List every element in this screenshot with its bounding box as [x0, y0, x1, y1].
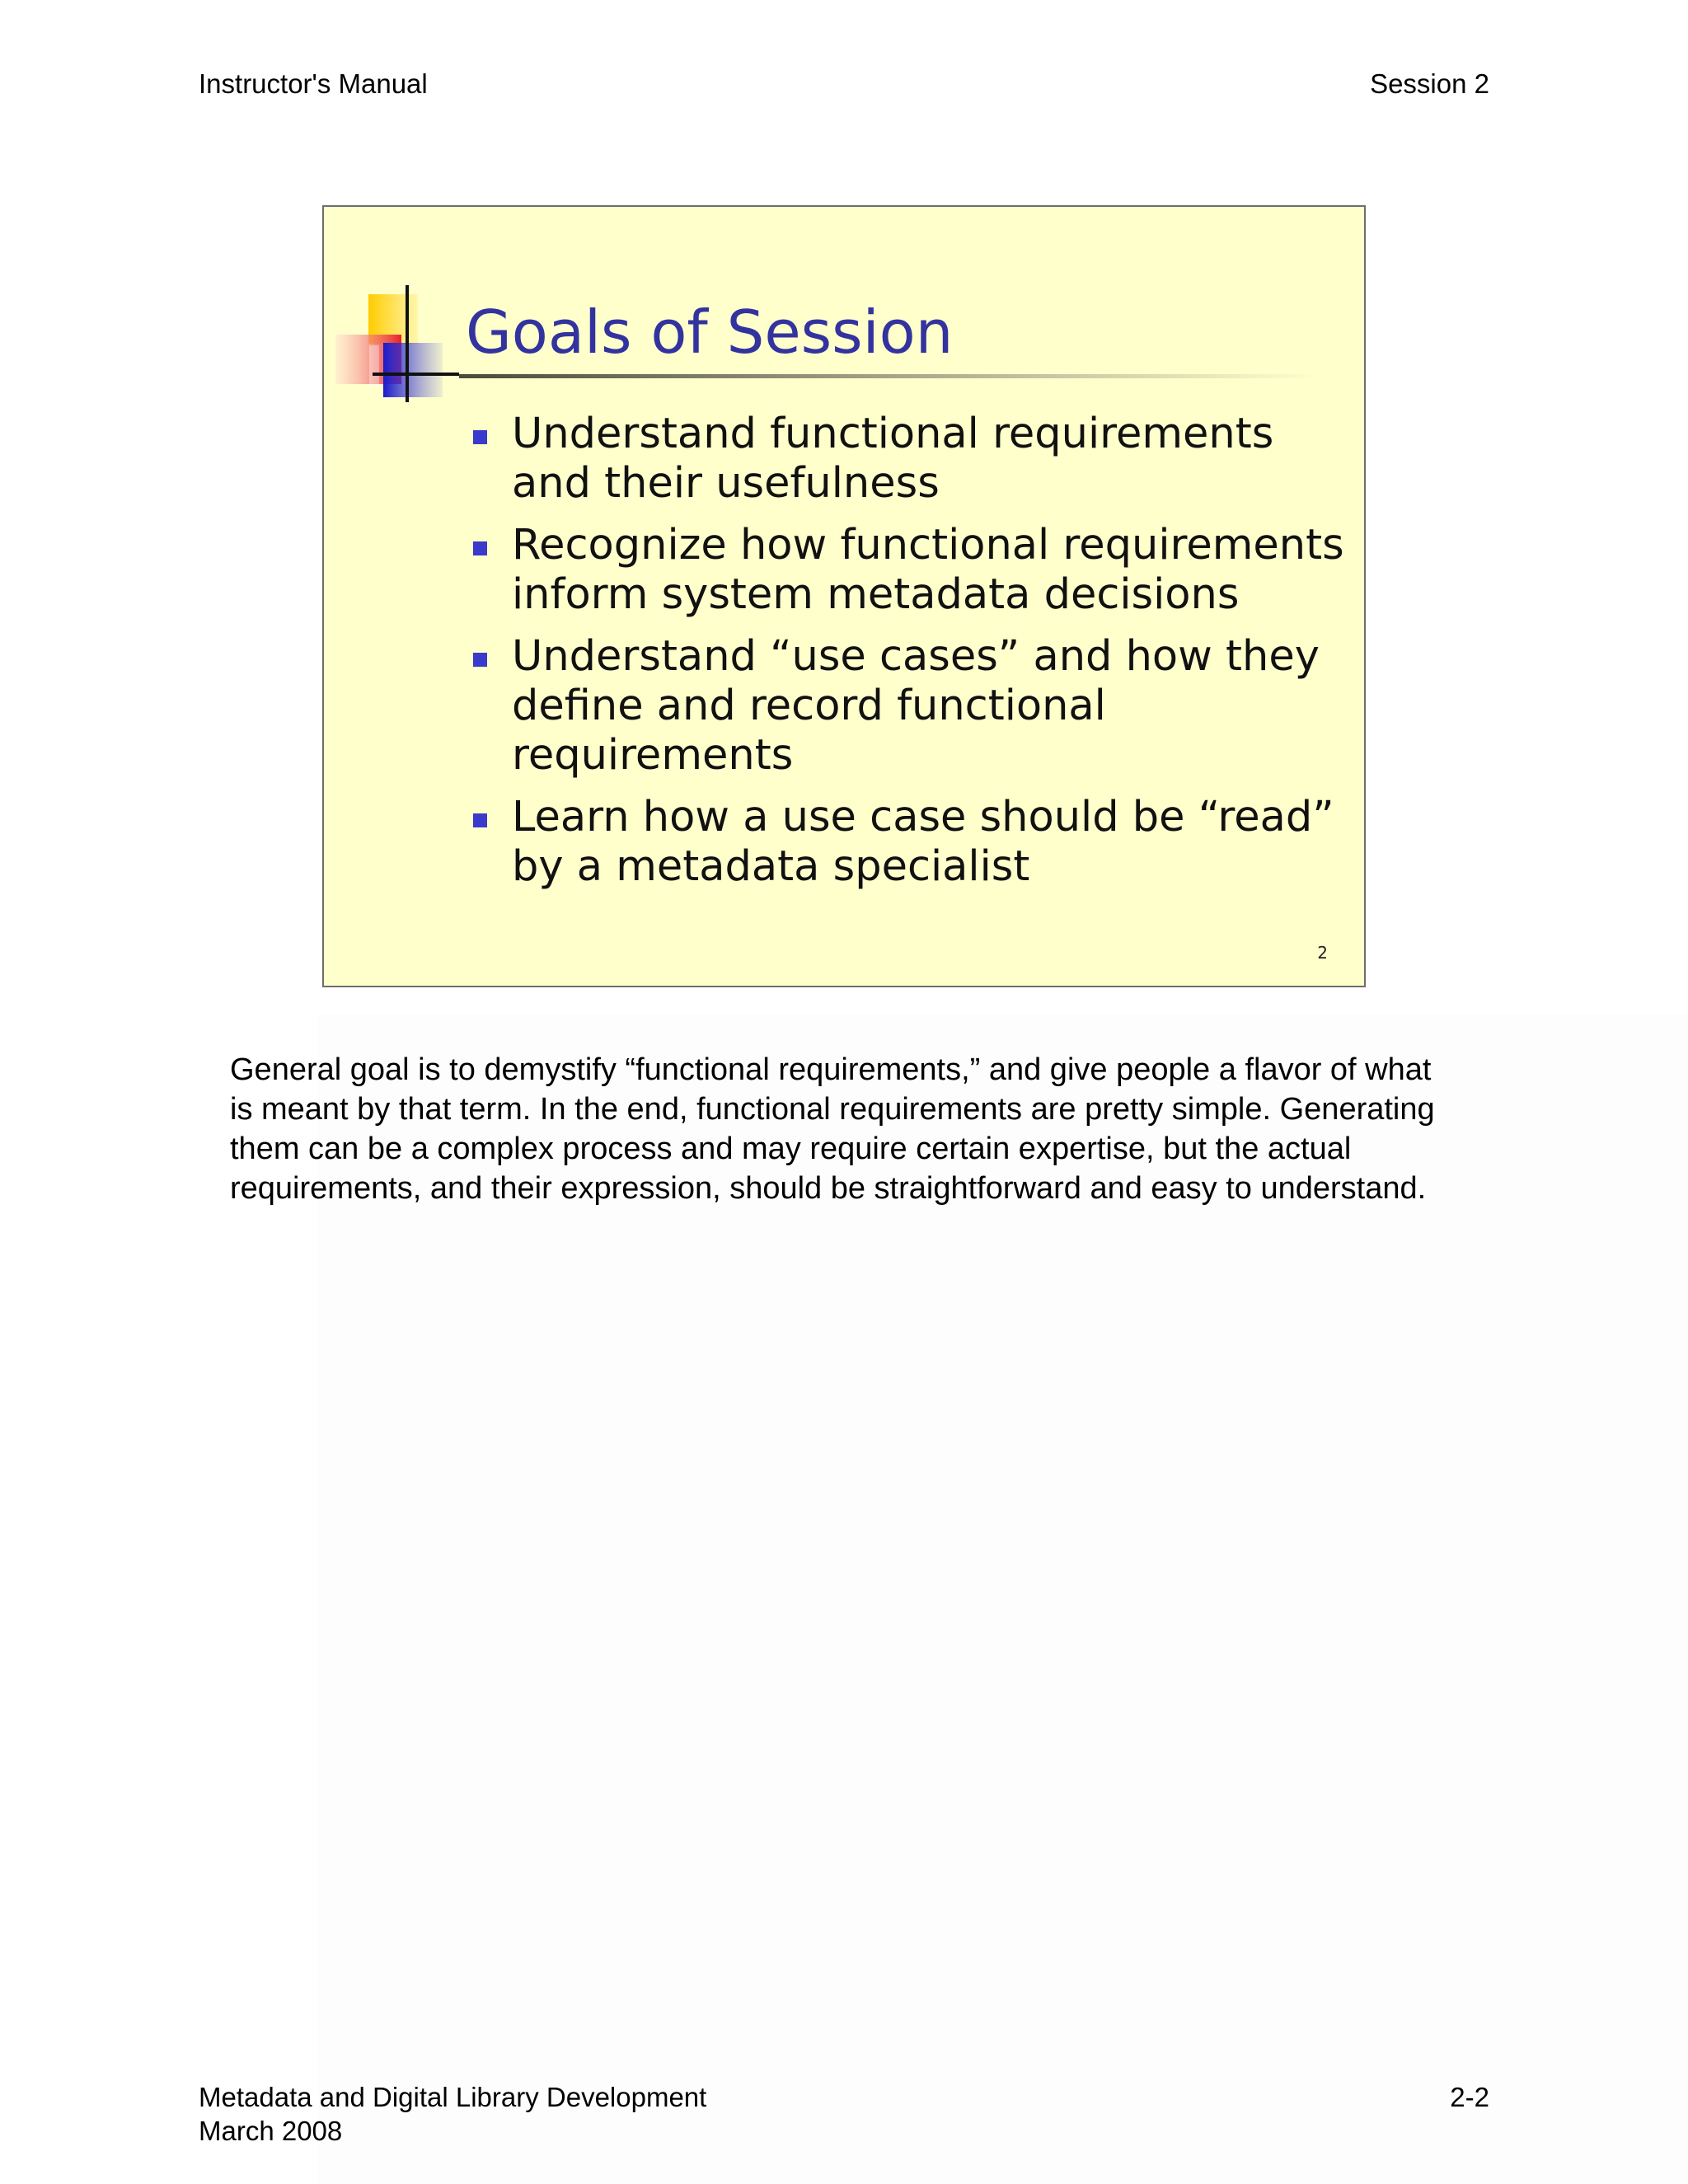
slide-bullet-text: Understand “use cases” and how they define and record functional requirements [512, 632, 1320, 780]
instructor-notes: General goal is to demystify “functional requirements,” and give people a flavor of what is meant by that term. In the end, functional requirements are pretty simple. Generating them can be a complex process and may require certain expertise, but the actual requirements, and their expression, should be straightforward and easy to understand. [230, 1052, 1435, 1206]
slide-bullet-list [471, 410, 1353, 904]
slide-title: Goals of Session [466, 298, 954, 367]
slide-number: 2 [1317, 943, 1328, 963]
square-bullet-icon [473, 541, 487, 555]
header-manual-title: Instructor's Manual [199, 68, 428, 99]
slide-bullet [471, 632, 1353, 780]
square-bullet-icon [473, 430, 487, 444]
header-session: Session 2 [1370, 68, 1489, 99]
footer-date: March 2008 [199, 2116, 343, 2146]
slide-bullet [471, 521, 1353, 620]
footer-course-title: Metadata and Digital Library Development [199, 2082, 707, 2112]
title-underline [459, 374, 1316, 378]
slide [322, 205, 1366, 987]
slide-bullet-text: Recognize how functional requirements inform system metadata decisions [512, 521, 1344, 619]
square-bullet-icon [473, 813, 487, 827]
slide-bullet [471, 793, 1353, 892]
slide-bullet-text: Learn how a use case should be “read” by a metadata specialist [512, 793, 1334, 891]
slide-bullet [471, 410, 1353, 509]
colored-squares-crosshair-icon [335, 285, 467, 405]
slide-bullet-text: Understand functional requirements and their usefulness [512, 410, 1274, 508]
footer-course-info [199, 2080, 706, 2148]
square-bullet-icon [473, 653, 487, 667]
footer-page-number: 2-2 [1450, 2082, 1489, 2112]
